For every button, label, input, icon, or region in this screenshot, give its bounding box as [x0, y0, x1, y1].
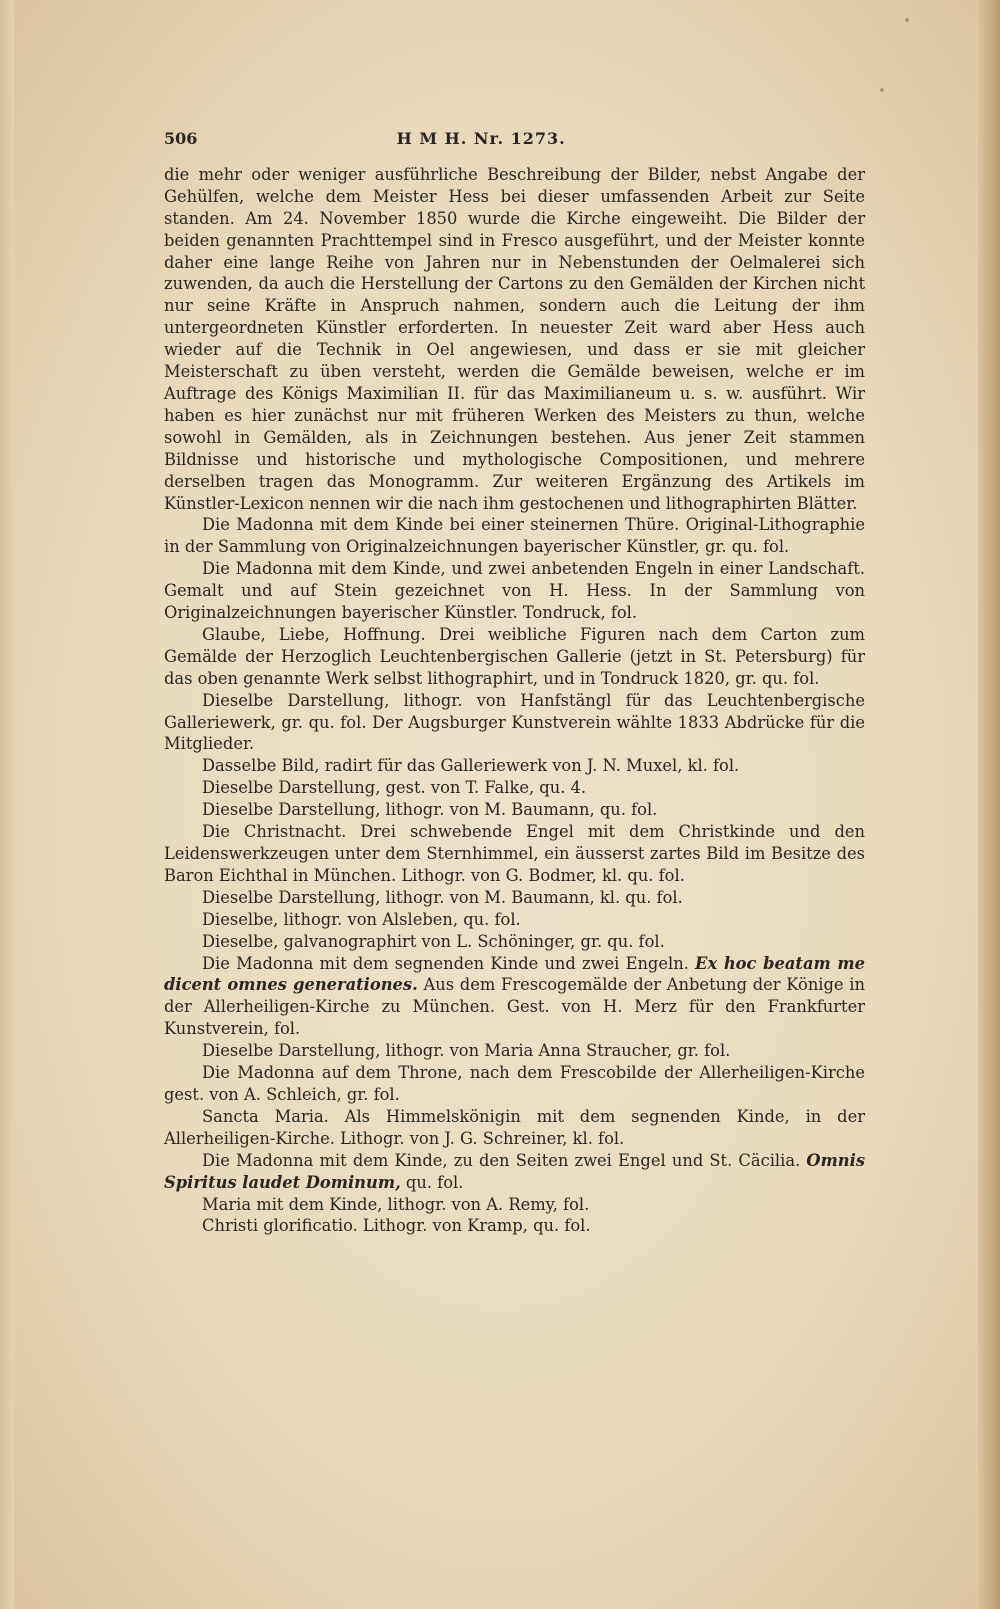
entry-11-lead: Die Madonna mit dem segnenden Kinde und zwei Engeln.: [202, 953, 696, 973]
entry-12: Dieselbe Darstellung, lithogr. von Maria Anna Straucher, gr. fol.: [202, 1041, 731, 1061]
entry-9: Dieselbe, lithogr. von Alsleben, qu. fol.: [202, 909, 521, 929]
paper-speck: [880, 88, 884, 92]
page-right-edge: [978, 0, 1000, 1609]
entry-3: Dieselbe Darstellung, lithogr. von Hanfstängl für das Leuchtenbergische Galleriewerk, gr. qu. fol. Der Augsburger Kunstverein wählte 1833 Abdrücke für die Mitglieder.: [164, 690, 865, 754]
entry-2: Glaube, Liebe, Hoffnung. Drei weibliche Figuren nach dem Carton zum Gemälde der Herzoglich Leuchtenbergischen Gallerie (jetzt in St. Petersburg) für das oben genannte Werk selbst lithographirt, und in Tondruck 1820, gr. qu. fol.: [164, 624, 865, 688]
entry-11-rest: Aus dem Frescogemälde der Anbetung der Könige in der Allerheiligen-Kirche zu München. Gest. von H. Merz für den Frankfurter Kunstverein, fol.: [164, 975, 865, 1039]
entry-11: [164, 953, 865, 1041]
entry-7: Die Christnacht. Drei schwebende Engel mit dem Christkinde und den Leidenswerkzeugen unter dem Sternhimmel, ein äusserst zartes Bild im Besitze des Baron Eichthal in München. Lithogr. von G. Bodmer, kl. qu. fol.: [164, 822, 865, 885]
entry-1: Die Madonna mit dem Kinde, und zwei anbetenden Engeln in einer Landschaft. Gemalt und auf Stein gezeichnet von H. Hess. In der Sammlung von Originalzeichnungen bayerischer Künstler. Tondruck, fol.: [164, 559, 865, 623]
entry-15-lead: Die Madonna mit dem Kinde, zu den Seiten zwei Engel und St. Cäcilia.: [202, 1150, 807, 1170]
entry-14: Sancta Maria. Als Himmelskönigin mit dem segnenden Kinde, in der Allerheiligen-Kirche. Lithogr. von J. G. Schreiner, kl. fol.: [164, 1106, 865, 1148]
entry-11-motto: Ex hoc beatam me dicent omnes generationes.: [164, 953, 865, 995]
page-left-edge: [0, 0, 14, 1609]
running-title: H M H. Nr. 1273.: [396, 129, 566, 148]
page-number: 506: [164, 129, 198, 148]
intro-paragraph: die mehr oder weniger ausführliche Beschreibung der Bilder, nebst Angabe der Gehülfen, welche dem Meister Hess bei dieser umfassenden Arbeit zur Seite standen. Am 24. November 1850 wurde die Kirche eingeweiht. Die Bilder der beiden genannten Prachttempel sind in Fresco ausgeführt, und der Meister konnte daher eine lange Reihe von Jahren nur in Nebenstunden der Oelmalerei sich zuwenden, da auch die Herstellung der Cartons zu den Gemälden der Kirchen nicht nur seine Kräfte in Anspruch nahmen, sondern auch die Leitung der ihm untergeordneten Künstler erforderten. In neuester Zeit ward aber Hess auch wieder auf die Technik in Oel angewiesen, und dass er sie mit gleicher Meisterschaft zu üben versteht, werden die Gemälde beweisen, welche er im Auftrage des Königs Maximilian II. für das Maximilianeum u. s. w. ausführt. Wir haben es hier zunächst nur mit früheren Werken des Meisters zu thun, welche sowohl in Gemälden, als in Zeichnungen bestehen. Aus jener Zeit stammen Bildnisse und historische und mythologische Compositionen, und mehrere derselben tragen das Monogramm. Zur weiteren Ergänzung des Artikels im Künstler-Lexicon nennen wir die nach ihm gestochenen und lithographirten Blätter.: [164, 164, 865, 513]
page-text: [164, 128, 865, 1237]
entry-8: Dieselbe Darstellung, lithogr. von M. Baumann, kl. qu. fol.: [202, 887, 683, 907]
entry-5: Dieselbe Darstellung, gest. von T. Falke, qu. 4.: [202, 778, 587, 798]
entry-15-rest: qu. fol.: [400, 1172, 464, 1192]
entry-17: Christi glorificatio. Lithogr. von Kramp, qu. fol.: [202, 1216, 591, 1236]
entry-10: Dieselbe, galvanographirt von L. Schöninger, gr. qu. fol.: [202, 931, 665, 951]
entry-13: Die Madonna auf dem Throne, nach dem Frescobilde der Allerheiligen-Kirche gest. von A. Schleich, gr. fol.: [164, 1063, 865, 1104]
entry-6: Dieselbe Darstellung, lithogr. von M. Baumann, qu. fol.: [202, 800, 658, 820]
entry-0: Die Madonna mit dem Kinde bei einer steinernen Thüre. Original-Lithographie in der Sammlung von Originalzeichnungen bayerischer Künstler, gr. qu. fol.: [164, 515, 865, 557]
entry-15: [164, 1150, 865, 1194]
running-header: [164, 128, 865, 150]
entry-16: Maria mit dem Kinde, lithogr. von A. Remy, fol.: [202, 1194, 590, 1214]
entry-15-motto: Omnis Spiritus laudet Dominum,: [164, 1150, 865, 1192]
entry-4: Dasselbe Bild, radirt für das Galleriewerk von J. N. Muxel, kl. fol.: [202, 756, 740, 776]
paper-speck: [905, 18, 909, 22]
